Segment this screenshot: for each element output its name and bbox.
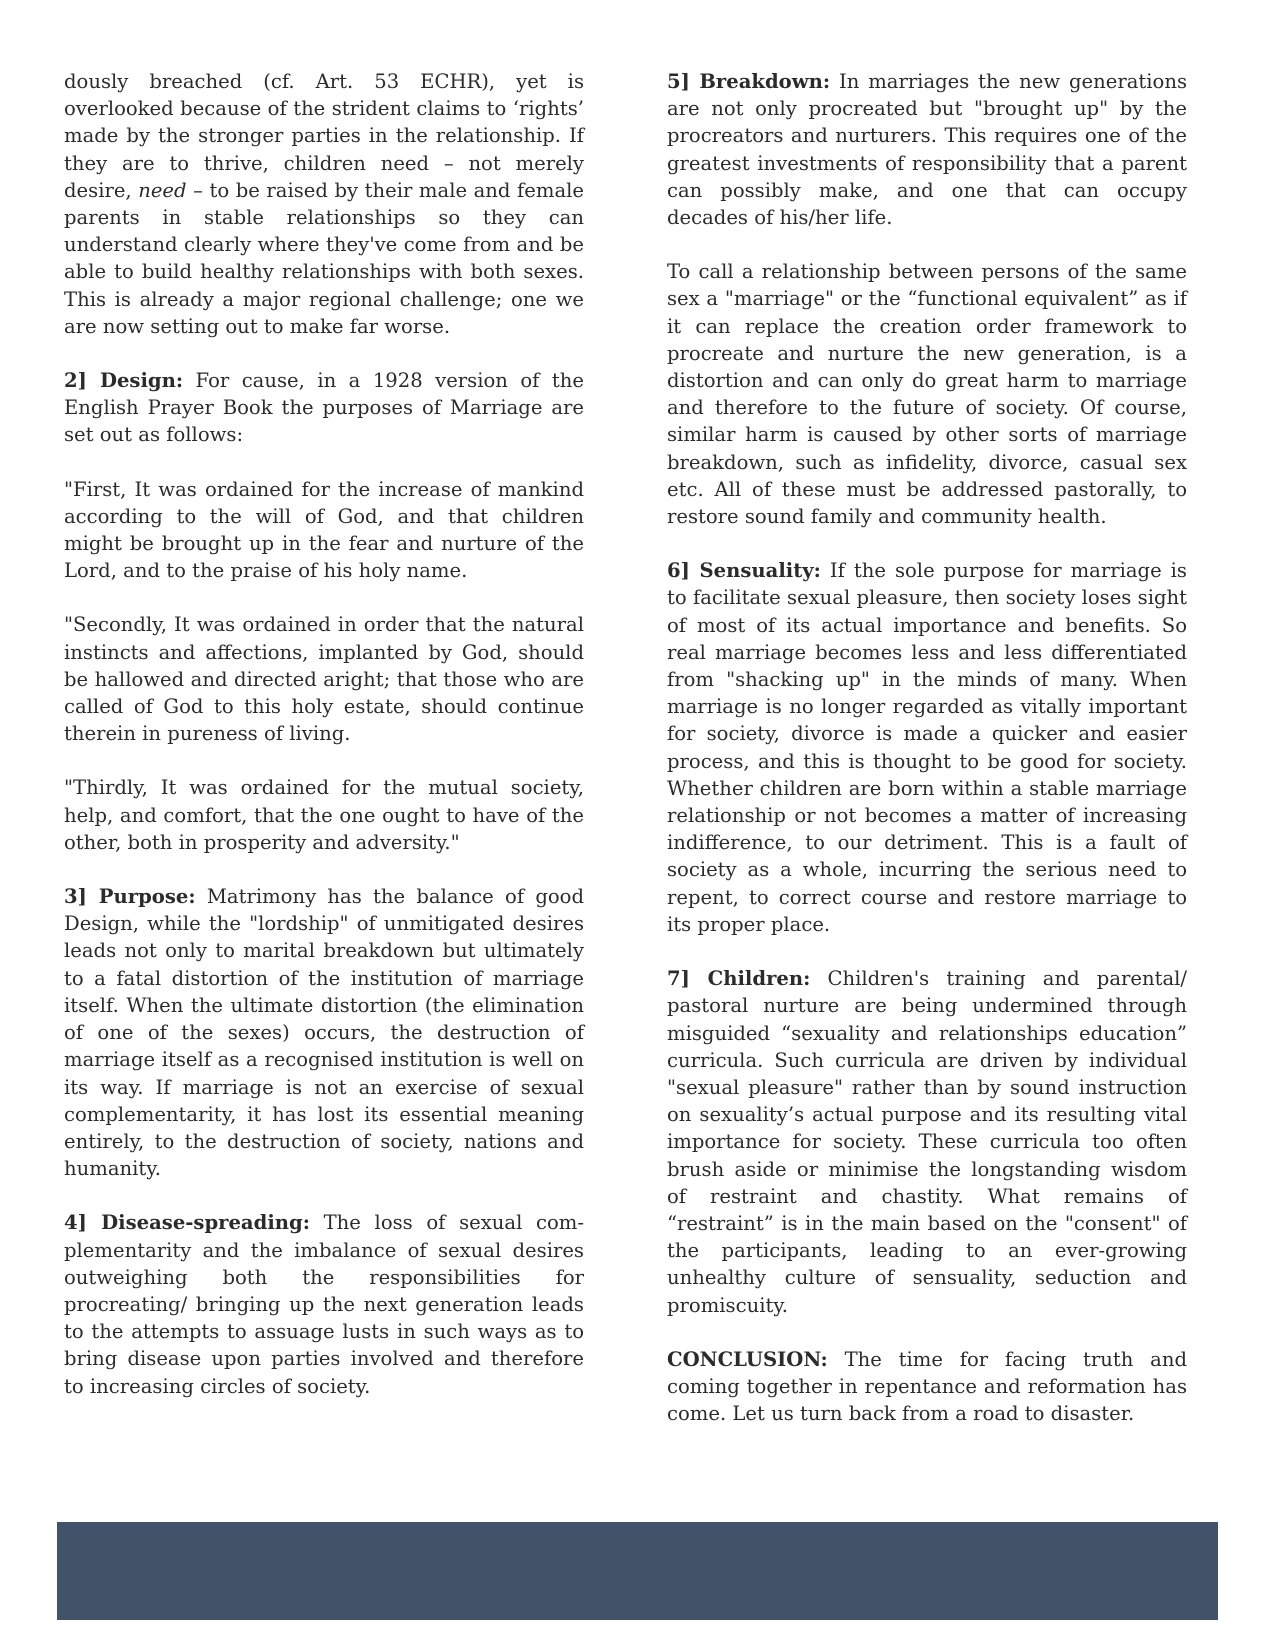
- breakdown-heading: 5] Breakdown:: [667, 70, 831, 93]
- disease-heading: 4] Disease-spreading:: [64, 1211, 310, 1235]
- same-sex-paragraph: To call a relationship between persons of the same sex a "marriage" or the “functional equivalent” as if it can replace the creation order framework to procreate and nurture the new generation, is a distortion and can only do great harm to marriage and therefore to the future of society. Of course, similar harm is caused by other sorts of marriage breakdown, such as infidelity, divorce, casual sex etc. All of these must be addressed pastorally, to restore sound family and community health.: [667, 260, 1187, 529]
- purpose-heading: 3] Purpose:: [64, 885, 196, 909]
- children-paragraph: [667, 965, 1187, 1319]
- conclusion-body: The time for facing truth and coming together in repentance and reformation has come. Let us turn back from a road to disaster.: [667, 1347, 1187, 1426]
- purpose-body: Matrimony has the balance of good Design, while the "lordship" of unmitigated desires leads not only to marital breakdown but ultimately to a fatal distortion of the institution of marriage itself. When the ultimate distortion (the elimination of one of the sexes) occurs, the destruction of marriage itself as a recognised institution is well on its way. If marriage is not an exercise of sexual complementarity, it has lost its essential meaning entirely, to the destruction of society, nations and humanity.: [64, 885, 585, 1181]
- sensuality-paragraph: [667, 557, 1187, 938]
- conclusion-paragraph: [667, 1346, 1187, 1428]
- breakdown-body: In marriages the new generations are not only procreated but "brought up" by the procreators and nurturers. This requires one of the greatest investments of responsibility that a parent can possibly make, and one that can occupy decades of his/her life.: [667, 70, 1187, 230]
- design-paragraph: [64, 367, 584, 449]
- disease-paragraph: [64, 1209, 584, 1399]
- intro-emphasis: need: [138, 178, 187, 202]
- quote-third: "Thirdly, It was ordained for the mutual society, help, and comfort, that the one ought to have of the other, both in prosperity and adversity.": [64, 776, 584, 854]
- quote-first: "First, It was ordained for the increase of mankind according to the will of God, and that children might be brought up in the fear and nurture of the Lord, and to the praise of his holy name.: [64, 477, 584, 583]
- intro-text-before: dously breached (cf. Art. 53 ECHR), yet is overlooked because of the strident claims to ‘rights’ made by the stronger parties in the relationship. If they are to thrive, children need – not merely desire,: [64, 70, 584, 202]
- purpose-paragraph: [64, 883, 584, 1182]
- sensuality-body: If the sole purpose for marriage is to facilitate sexual pleasure, then society loses sight of most of its actual importance and benefits. So real marriage becomes less and less differentiated from "shacking up" in the minds of many. When marriage is no longer regarded as vitally important for society, divorce is made a quicker and easier process, and this is thought to be good for society. Whether children are born within a stable marriage relationship or not becomes a matter of increasing indifference, to our detriment. This is a fault of society as a whole, incurring the serious need to repent, to correct course and restore marriage to its proper place.: [667, 559, 1187, 936]
- design-heading: 2] Design:: [64, 369, 184, 393]
- design-body: For cause, in a 1928 version of the English Prayer Book the purposes of Marriage are set out as follows:: [64, 369, 584, 447]
- breakdown-paragraph: [667, 68, 1187, 231]
- disease-body: The loss of sexual com-plementarity and the imbalance of sexual desires outweighing both the responsibilities for procreating/ bringing up the next generation leads to the attempts to assuage lusts in such ways as to bring disease upon parties involved and therefore to increasing circles of society.: [64, 1211, 584, 1398]
- children-heading: 7] Children:: [667, 967, 811, 991]
- left-column: [64, 68, 584, 1427]
- conclusion-heading: CONCLUSION:: [667, 1347, 828, 1371]
- quote-second: "Secondly, It was ordained in order that the natural instincts and affections, implanted by God, should be hallowed and directed aright; that those who are called of God to this holy estate, should continue therein in pureness of living.: [64, 613, 584, 746]
- intro-text-after: – to be raised by their male and female parents in stable relationships so they can understand clearly where they've come from and be able to build healthy relationships with both sexes. This is already a major regional challenge; one we are now setting out to make far worse.: [64, 178, 584, 338]
- intro-paragraph: [64, 68, 584, 340]
- sensuality-heading: 6] Sensuality:: [667, 559, 821, 583]
- children-body: Children's training and parental/ pastoral nurture are being undermined through misguided “sexuality and relationships education” curricula. Such curricula are driven by individual "sexual pleasure" rather than by sound instruction on sexuality’s actual purpose and its resulting vital importance for society. These curricula too often brush aside or minimise the longstanding wisdom of restraint and chastity. What remains of “restraint” is in the main based on the "consent" of the participants, leading to an ever-growing unhealthy culture of sensuality, seduction and promiscuity.: [667, 967, 1188, 1317]
- right-column: [667, 68, 1187, 1454]
- footer-bar: [57, 1522, 1218, 1620]
